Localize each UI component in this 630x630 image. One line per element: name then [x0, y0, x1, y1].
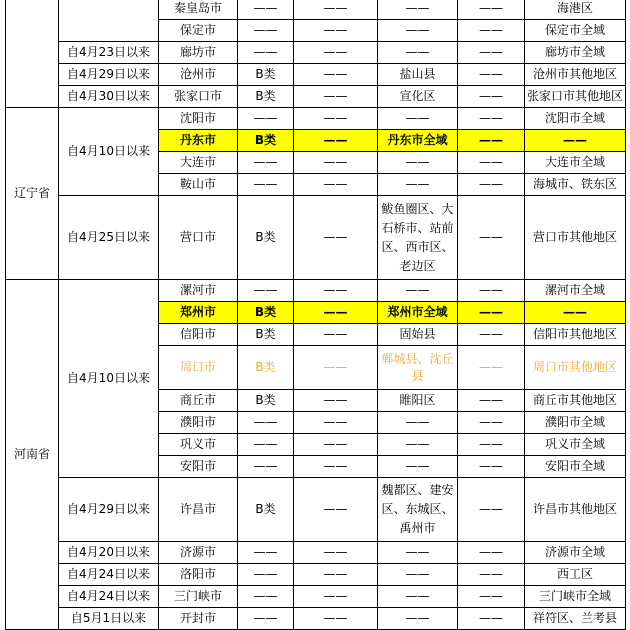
city-cell: 保定市 — [159, 20, 238, 42]
col7-cell: 西工区 — [525, 564, 626, 586]
col7-cell: 沈阳市全域 — [525, 108, 626, 130]
col6-cell: —— — [458, 130, 525, 152]
table-row — [6, 608, 626, 630]
date-cell: 自4月10日以来 — [59, 280, 159, 478]
city-cell: 三门峡市 — [159, 586, 238, 608]
col4-cell: —— — [294, 390, 378, 412]
col7-cell: 祥符区、兰考县 — [525, 608, 626, 630]
col7-cell: 保定市全域 — [525, 20, 626, 42]
col5-cell: —— — [378, 42, 458, 64]
col4-cell: —— — [294, 324, 378, 346]
province-cell: 河南省 — [6, 280, 59, 630]
col5-cell: —— — [378, 0, 458, 20]
col6-cell: —— — [458, 108, 525, 130]
col5-cell: —— — [378, 20, 458, 42]
table-row — [6, 42, 626, 64]
city-cell: 沈阳市 — [159, 108, 238, 130]
province-cell — [6, 0, 59, 108]
class-cell: —— — [238, 20, 294, 42]
class-cell: —— — [238, 412, 294, 434]
col5-cell: —— — [378, 108, 458, 130]
col6-cell: —— — [458, 280, 525, 302]
table-row — [6, 586, 626, 608]
table-row — [6, 478, 626, 542]
city-cell: 周口市 — [159, 346, 238, 390]
col6-cell: —— — [458, 346, 525, 390]
risk-area-table — [5, 0, 626, 630]
class-cell: —— — [238, 586, 294, 608]
class-cell: B类 — [238, 130, 294, 152]
col4-cell: —— — [294, 564, 378, 586]
city-cell: 鞍山市 — [159, 174, 238, 196]
table-row — [6, 196, 626, 280]
city-cell: 安阳市 — [159, 456, 238, 478]
col7-cell: 周口市其他地区 — [525, 346, 626, 390]
city-cell: 沧州市 — [159, 64, 238, 86]
col6-cell: —— — [458, 302, 525, 324]
col4-cell: —— — [294, 456, 378, 478]
table-row — [6, 64, 626, 86]
col5-cell: 盐山县 — [378, 64, 458, 86]
class-cell: —— — [238, 608, 294, 630]
col4-cell: —— — [294, 174, 378, 196]
city-cell: 营口市 — [159, 196, 238, 280]
col5-cell: —— — [378, 456, 458, 478]
col6-cell: —— — [458, 174, 525, 196]
col6-cell: —— — [458, 564, 525, 586]
city-cell: 濮阳市 — [159, 412, 238, 434]
col7-cell: 漯河市全域 — [525, 280, 626, 302]
class-cell: B类 — [238, 196, 294, 280]
col4-cell: —— — [294, 196, 378, 280]
date-cell — [59, 0, 159, 42]
class-cell: —— — [238, 174, 294, 196]
city-cell: 大连市 — [159, 152, 238, 174]
col6-cell: —— — [458, 152, 525, 174]
col4-cell: —— — [294, 130, 378, 152]
class-cell: —— — [238, 280, 294, 302]
col7-cell: 沧州市其他地区 — [525, 64, 626, 86]
table-row — [6, 0, 626, 20]
col5-cell: —— — [378, 412, 458, 434]
col7-cell: 济源市全域 — [525, 542, 626, 564]
col4-cell: —— — [294, 542, 378, 564]
col6-cell: —— — [458, 542, 525, 564]
class-cell: B类 — [238, 64, 294, 86]
class-cell: —— — [238, 564, 294, 586]
city-cell: 漯河市 — [159, 280, 238, 302]
col4-cell: —— — [294, 478, 378, 542]
col5-cell: —— — [378, 542, 458, 564]
city-cell: 巩义市 — [159, 434, 238, 456]
class-cell: —— — [238, 108, 294, 130]
col6-cell: —— — [458, 42, 525, 64]
col4-cell: —— — [294, 20, 378, 42]
col4-cell: —— — [294, 586, 378, 608]
col5-cell: 睢阳区 — [378, 390, 458, 412]
col5-cell: —— — [378, 280, 458, 302]
province-cell: 辽宁省 — [6, 108, 59, 280]
class-cell: B类 — [238, 478, 294, 542]
city-cell: 廊坊市 — [159, 42, 238, 64]
class-cell: —— — [238, 456, 294, 478]
col7-cell: —— — [525, 130, 626, 152]
date-cell: 自4月24日以来 — [59, 586, 159, 608]
col7-cell: 海城市、铁东区 — [525, 174, 626, 196]
city-cell: 济源市 — [159, 542, 238, 564]
date-cell: 自5月1日以来 — [59, 608, 159, 630]
col7-cell: 海港区 — [525, 0, 626, 20]
col5-cell: 固始县 — [378, 324, 458, 346]
col5-cell: 魏都区、建安区、东城区、禹州市 — [378, 478, 458, 542]
table-row — [6, 108, 626, 130]
table-row — [6, 86, 626, 108]
date-cell: 自4月10日以来 — [59, 108, 159, 196]
col7-cell: 廊坊市全域 — [525, 42, 626, 64]
class-cell: —— — [238, 542, 294, 564]
class-cell: B类 — [238, 324, 294, 346]
col4-cell: —— — [294, 434, 378, 456]
city-cell: 信阳市 — [159, 324, 238, 346]
city-cell: 洛阳市 — [159, 564, 238, 586]
col4-cell: —— — [294, 346, 378, 390]
city-cell: 秦皇岛市 — [159, 0, 238, 20]
col6-cell: —— — [458, 412, 525, 434]
col7-cell: 三门峡市全域 — [525, 586, 626, 608]
city-cell: 郑州市 — [159, 302, 238, 324]
city-cell: 丹东市 — [159, 130, 238, 152]
col5-cell: —— — [378, 608, 458, 630]
date-cell: 自4月20日以来 — [59, 542, 159, 564]
col6-cell: —— — [458, 196, 525, 280]
col4-cell: —— — [294, 412, 378, 434]
date-cell: 自4月30日以来 — [59, 86, 159, 108]
class-cell: B类 — [238, 86, 294, 108]
col4-cell: —— — [294, 280, 378, 302]
class-cell: —— — [238, 0, 294, 20]
col5-cell: —— — [378, 174, 458, 196]
date-cell: 自4月24日以来 — [59, 564, 159, 586]
col6-cell: —— — [458, 456, 525, 478]
city-cell: 张家口市 — [159, 86, 238, 108]
class-cell: B类 — [238, 302, 294, 324]
city-cell: 许昌市 — [159, 478, 238, 542]
col7-cell: 信阳市其他地区 — [525, 324, 626, 346]
col5-cell: —— — [378, 152, 458, 174]
col7-cell: 巩义市全域 — [525, 434, 626, 456]
col5-cell: —— — [378, 586, 458, 608]
col7-cell: 濮阳市全域 — [525, 412, 626, 434]
col4-cell: —— — [294, 0, 378, 20]
col7-cell: 大连市全域 — [525, 152, 626, 174]
col7-cell: 许昌市其他地区 — [525, 478, 626, 542]
col4-cell: —— — [294, 108, 378, 130]
col7-cell: —— — [525, 302, 626, 324]
col6-cell: —— — [458, 608, 525, 630]
class-cell: —— — [238, 42, 294, 64]
class-cell: B类 — [238, 390, 294, 412]
col6-cell: —— — [458, 586, 525, 608]
table-row — [6, 280, 626, 302]
table-row — [6, 542, 626, 564]
class-cell: B类 — [238, 346, 294, 390]
date-cell: 自4月23日以来 — [59, 42, 159, 64]
col4-cell: —— — [294, 86, 378, 108]
col6-cell: —— — [458, 478, 525, 542]
col7-cell: 安阳市全域 — [525, 456, 626, 478]
col7-cell: 张家口市其他地区 — [525, 86, 626, 108]
col4-cell: —— — [294, 42, 378, 64]
col5-cell: 鲅鱼圈区、大石桥市、站前区、西市区、老边区 — [378, 196, 458, 280]
col6-cell: —— — [458, 390, 525, 412]
col4-cell: —— — [294, 64, 378, 86]
class-cell: —— — [238, 434, 294, 456]
table-row — [6, 564, 626, 586]
col5-cell: —— — [378, 564, 458, 586]
date-cell: 自4月25日以来 — [59, 196, 159, 280]
col4-cell: —— — [294, 302, 378, 324]
col5-cell: —— — [378, 434, 458, 456]
city-cell: 开封市 — [159, 608, 238, 630]
class-cell: —— — [238, 152, 294, 174]
col5-cell: 郸城县、沈丘县 — [378, 346, 458, 390]
col6-cell: —— — [458, 434, 525, 456]
col6-cell: —— — [458, 86, 525, 108]
city-cell: 商丘市 — [159, 390, 238, 412]
col7-cell: 营口市其他地区 — [525, 196, 626, 280]
date-cell: 自4月29日以来 — [59, 478, 159, 542]
col4-cell: —— — [294, 152, 378, 174]
col6-cell: —— — [458, 0, 525, 20]
col6-cell: —— — [458, 324, 525, 346]
col4-cell: —— — [294, 608, 378, 630]
col5-cell: 丹东市全域 — [378, 130, 458, 152]
col6-cell: —— — [458, 64, 525, 86]
date-cell: 自4月29日以来 — [59, 64, 159, 86]
col5-cell: 郑州市全域 — [378, 302, 458, 324]
col7-cell: 商丘市其他地区 — [525, 390, 626, 412]
col6-cell: —— — [458, 20, 525, 42]
col5-cell: 宣化区 — [378, 86, 458, 108]
